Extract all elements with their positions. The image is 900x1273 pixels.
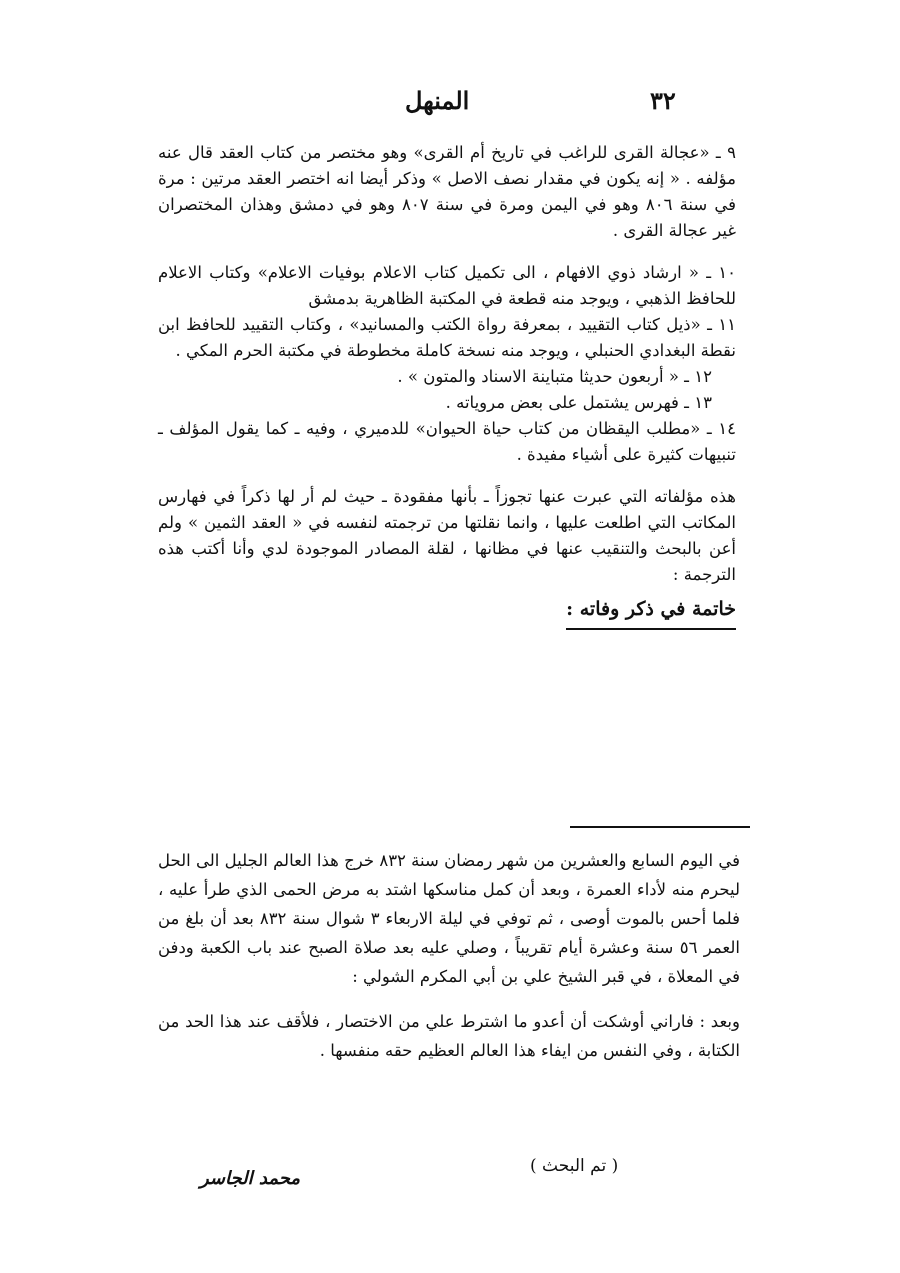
article-body — [158, 140, 736, 630]
closing-heading: خاتمة في ذكر وفاته : — [566, 596, 736, 630]
list-item-12: ١٢ ـ « أربعون حديثا متباينة الاسناد والمتون » . — [397, 367, 712, 386]
death-section — [158, 846, 740, 1065]
author-signature: محمد الجاسر — [200, 1168, 300, 1189]
list-item-11: ١١ ـ «ذيل كتاب التقييد ، بمعرفة رواة الكتب والمسانيد» ، وكتاب التقييد للحافظ ابن نقطة البغدادي الحنبلي ، ويوجد منه نسخة كاملة مخطوطة في مكتبة الحرم المكي . — [158, 315, 736, 360]
page-number: ٣٢ — [650, 86, 676, 115]
summary-paragraph: هذه مؤلفاته التي عبرت عنها تجوزاً ـ بأنها مفقودة ـ حيث لم أر لها ذكراً في فهارس المكاتب التي اطلعت عليها ، وانما نقلتها من ترجمته لنفسه في « العقد الثمين » ولم أعن بالبحث والتنقيب عنها في مظانها ، لقلة المصادر الموجودة لدي وأنا أكتب هذه الترجمة : — [158, 487, 736, 584]
end-note: ( تم البحث ) — [530, 1156, 619, 1176]
final-paragraph: وبعد : فاراني أوشكت أن أعدو ما اشترط علي من الاختصار ، فلأقف عند هذا الحد من الكتابة ، وفي النفس من ايفاء هذا العالم العظيم حقه منفسها . — [158, 1012, 740, 1060]
list-item-13: ١٣ ـ فهرس يشتمل على بعض مروياته . — [445, 393, 712, 412]
list-item-14: ١٤ ـ «مطلب اليقظان من كتاب حياة الحيوان» للدميري ، وفيه ـ كما يقول المؤلف ـ تنبيهات كثيرة على أشياء مفيدة . — [158, 419, 736, 464]
list-item-10: ١٠ ـ « ارشاد ذوي الافهام ، الى تكميل كتاب الاعلام بوفيات الاعلام» وكتاب الاعلام للحافظ الذهبي ، ويوجد منه قطعة في المكتبة الظاهرية بدمشق — [158, 263, 736, 308]
page-header — [150, 86, 710, 120]
list-item-9: ٩ ـ «عجالة القرى للراغب في تاريخ أم القرى» وهو مختصر من كتاب العقد قال عنه مؤلفه . « إنه يكون في مقدار نصف الاصل » وذكر أيضا انه اختصر العقد مرتين : مرة في سنة ٨٠٦ وهو في اليمن ومرة في سنة ٨٠٧ وهو في دمشق وهذان المختصران غير عجالة القرى . — [158, 143, 737, 240]
death-paragraph: في اليوم السابع والعشرين من شهر رمضان سنة ٨٣٢ خرج هذا العالم الجليل الى الحل ليحرم منه لأداء العمرة ، وبعد أن كمل مناسكها اشتد به مرض الحمى الذي طرأ عليه ، فلما أحس بالموت أوصى ، ثم توفي في ليلة الاربعاء ٣ شوال سنة ٨٣٢ بعد أن بلغ من العمر ٥٦ سنة وعشرة أيام تقريباً ، وصلي عليه بعد صلاة الصبح عند باب الكعبة ودفن في المعلاة ، في قبر الشيخ علي بن أبي المكرم الشولي : — [158, 851, 741, 986]
running-title: المنهل — [405, 86, 470, 115]
section-divider — [570, 826, 750, 828]
